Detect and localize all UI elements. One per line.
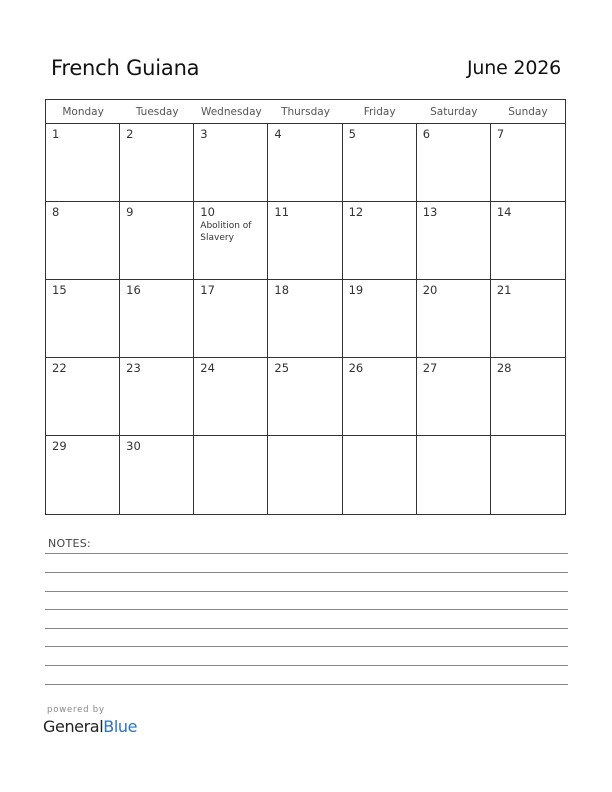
weekday-wednesday: Wednesday bbox=[200, 106, 262, 118]
day-number: 26 bbox=[348, 361, 364, 375]
day-number: 3 bbox=[200, 127, 208, 141]
day-cell bbox=[491, 436, 565, 514]
note-line bbox=[45, 684, 568, 685]
day-number: 21 bbox=[496, 283, 512, 297]
day-cell bbox=[417, 358, 491, 435]
day-cell bbox=[417, 436, 491, 514]
day-number: 20 bbox=[422, 283, 438, 297]
note-line bbox=[45, 609, 568, 610]
brand-logo bbox=[43, 717, 137, 736]
note-line bbox=[45, 628, 568, 629]
day-cell bbox=[194, 202, 268, 279]
day-cell bbox=[417, 202, 491, 279]
calendar-grid bbox=[45, 99, 566, 515]
day-cell bbox=[491, 202, 565, 279]
day-number: 1 bbox=[52, 127, 60, 141]
weekday-saturday: Saturday bbox=[430, 106, 478, 118]
week-row bbox=[46, 436, 565, 514]
day-cell bbox=[417, 280, 491, 357]
note-line bbox=[45, 591, 568, 592]
day-number: 5 bbox=[348, 127, 356, 141]
day-number: 14 bbox=[496, 205, 512, 219]
brand-general: General bbox=[43, 717, 104, 736]
day-cell bbox=[491, 124, 565, 201]
brand-blue: Blue bbox=[103, 717, 138, 736]
note-line bbox=[45, 553, 568, 554]
day-number: 25 bbox=[274, 361, 290, 375]
page-title: French Guiana bbox=[51, 56, 200, 80]
day-number: 7 bbox=[496, 127, 505, 141]
day-number: 4 bbox=[274, 127, 282, 141]
day-number: 22 bbox=[52, 361, 67, 375]
day-cell bbox=[194, 124, 268, 201]
weekday-monday: Monday bbox=[62, 106, 104, 118]
day-cell bbox=[46, 124, 120, 201]
day-number: 24 bbox=[200, 361, 215, 375]
day-number: 16 bbox=[126, 283, 141, 297]
weekday-header-row bbox=[46, 100, 565, 124]
day-cell bbox=[343, 202, 417, 279]
note-line bbox=[45, 646, 568, 647]
day-cell bbox=[46, 202, 120, 279]
day-number: 2 bbox=[126, 127, 134, 141]
day-cell bbox=[194, 280, 268, 357]
day-number: 13 bbox=[422, 205, 438, 219]
day-cell bbox=[268, 358, 342, 435]
day-cell bbox=[343, 358, 417, 435]
month-label: June 2026 bbox=[467, 57, 561, 79]
notes-label: NOTES: bbox=[48, 537, 92, 550]
weeks-container bbox=[46, 124, 565, 514]
day-number: 23 bbox=[126, 361, 141, 375]
day-number: 9 bbox=[126, 205, 134, 219]
week-row bbox=[46, 124, 565, 202]
day-number: 17 bbox=[200, 283, 215, 297]
day-cell bbox=[120, 280, 194, 357]
day-cell bbox=[343, 436, 417, 514]
day-cell bbox=[120, 436, 194, 514]
week-row bbox=[46, 358, 565, 436]
day-number: 12 bbox=[348, 205, 364, 219]
day-cell bbox=[46, 436, 120, 514]
day-number: 29 bbox=[52, 439, 67, 453]
day-cell bbox=[120, 202, 194, 279]
day-cell bbox=[120, 358, 194, 435]
day-number: 10 bbox=[200, 205, 215, 219]
day-number: 18 bbox=[274, 283, 290, 297]
day-number: 11 bbox=[274, 205, 290, 219]
day-cell bbox=[46, 358, 120, 435]
holiday-label: Abolition of Slavery bbox=[200, 221, 252, 243]
weekday-tuesday: Tuesday bbox=[135, 106, 179, 118]
day-cell bbox=[268, 280, 342, 357]
day-number: 15 bbox=[52, 283, 67, 297]
day-number: 6 bbox=[422, 127, 431, 141]
week-row bbox=[46, 202, 565, 280]
day-cell bbox=[343, 124, 417, 201]
day-cell bbox=[268, 436, 342, 514]
weekday-sunday: Sunday bbox=[508, 106, 548, 118]
day-cell bbox=[491, 358, 565, 435]
day-number: 27 bbox=[422, 361, 438, 375]
day-cell bbox=[194, 358, 268, 435]
powered-by-text: powered by bbox=[47, 705, 105, 715]
day-cell bbox=[268, 124, 342, 201]
weekday-friday: Friday bbox=[363, 106, 396, 118]
day-cell bbox=[268, 202, 342, 279]
day-cell bbox=[343, 280, 417, 357]
day-number: 30 bbox=[126, 439, 141, 453]
day-cell bbox=[46, 280, 120, 357]
day-cell bbox=[120, 124, 194, 201]
day-cell bbox=[491, 280, 565, 357]
week-row bbox=[46, 280, 565, 358]
day-number: 8 bbox=[52, 205, 60, 219]
note-line bbox=[45, 665, 568, 666]
day-number: 28 bbox=[496, 361, 512, 375]
note-line bbox=[45, 572, 568, 573]
day-cell bbox=[194, 436, 268, 514]
day-cell bbox=[417, 124, 491, 201]
day-number: 19 bbox=[348, 283, 364, 297]
weekday-thursday: Thursday bbox=[281, 106, 330, 118]
